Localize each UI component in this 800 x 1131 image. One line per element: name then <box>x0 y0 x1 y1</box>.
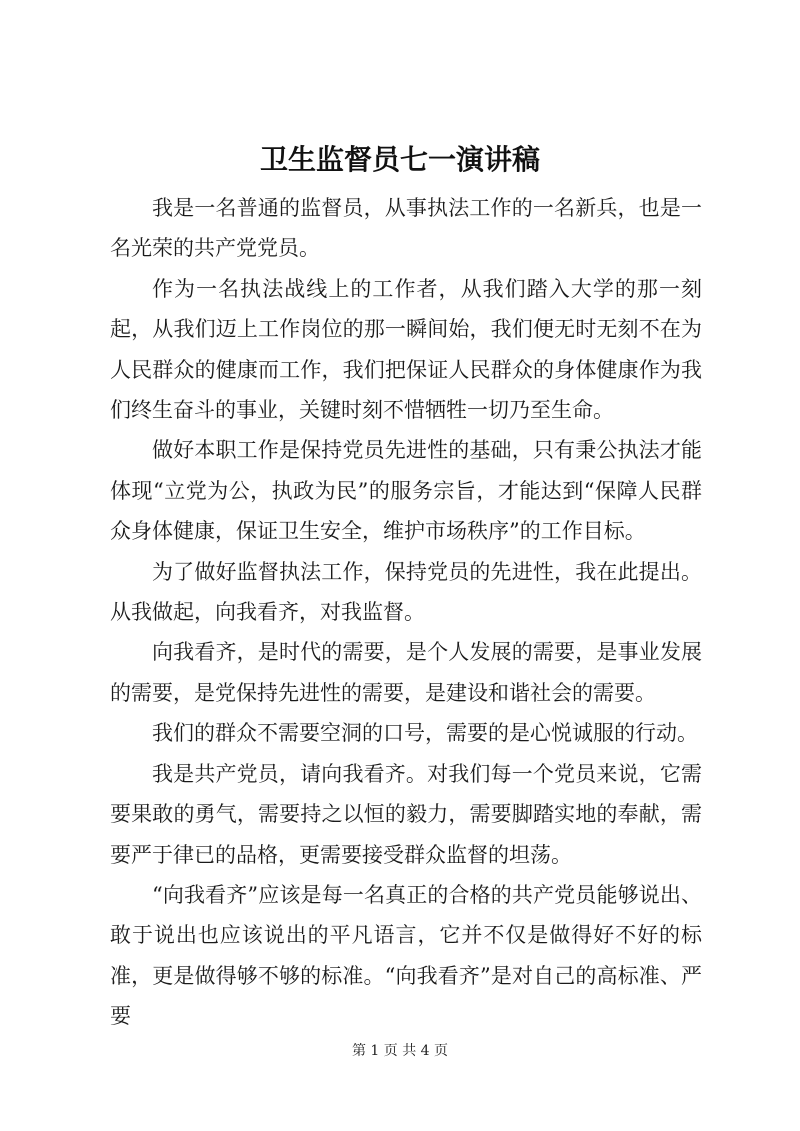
paragraph: 做好本职工作是保持党员先进性的基础，只有秉公执法才能体现“立党为公，执政为民”的服务宗旨，才能达到“保障人民群众身体健康，保证卫生安全，维护市场秩序”的工作目标。 <box>110 438 702 544</box>
paragraph: 我们的群众不需要空洞的口号，需要的是心悦诚服的行动。 <box>152 721 698 746</box>
paragraph: 为了做好监督执法工作，保持党员的先进性，我在此提出。从我做起，向我看齐，对我监督。 <box>110 559 702 625</box>
paragraph: 我是一名普通的监督员，从事执法工作的一名新兵，也是一名光荣的共产党党员。 <box>110 196 702 261</box>
paragraph: 我是共产党员，请向我看齐。对我们每一个党员来说，它需要果敢的勇气，需要持之以恒的毅力，需要脚踏实地的奉献，需要严于律已的品格，更需要接受群众监督的坦荡。 <box>110 761 702 867</box>
paragraph: 向我看齐，是时代的需要，是个人发展的需要，是事业发展的需要，是党保持先进性的需要，是建设和谐社会的需要。 <box>110 640 702 705</box>
paragraph: “向我看齐”应该是每一名真正的合格的共产党员能够说出、敢于说出也应该说出的平凡语言，它并不仅是做得好不好的标准，更是做得够不够的标准。“向我看齐”是对自己的高标准、严要 <box>110 882 702 1029</box>
document-title: 卫生监督员七一演讲稿 <box>259 143 540 176</box>
paragraph: 作为一名执法战线上的工作者，从我们踏入大学的那一刻起，从我们迈上工作岗位的那一瞬间始，我们便无时无刻不在为人民群众的健康而工作，我们把保证人民群众的身体健康作为我们终生奋斗的事业，关键时刻不惜牺牲一切乃至生命。 <box>110 276 702 423</box>
page-footer: 第 1 页 共 4 页 <box>351 1043 449 1059</box>
document-body <box>110 188 702 1037</box>
